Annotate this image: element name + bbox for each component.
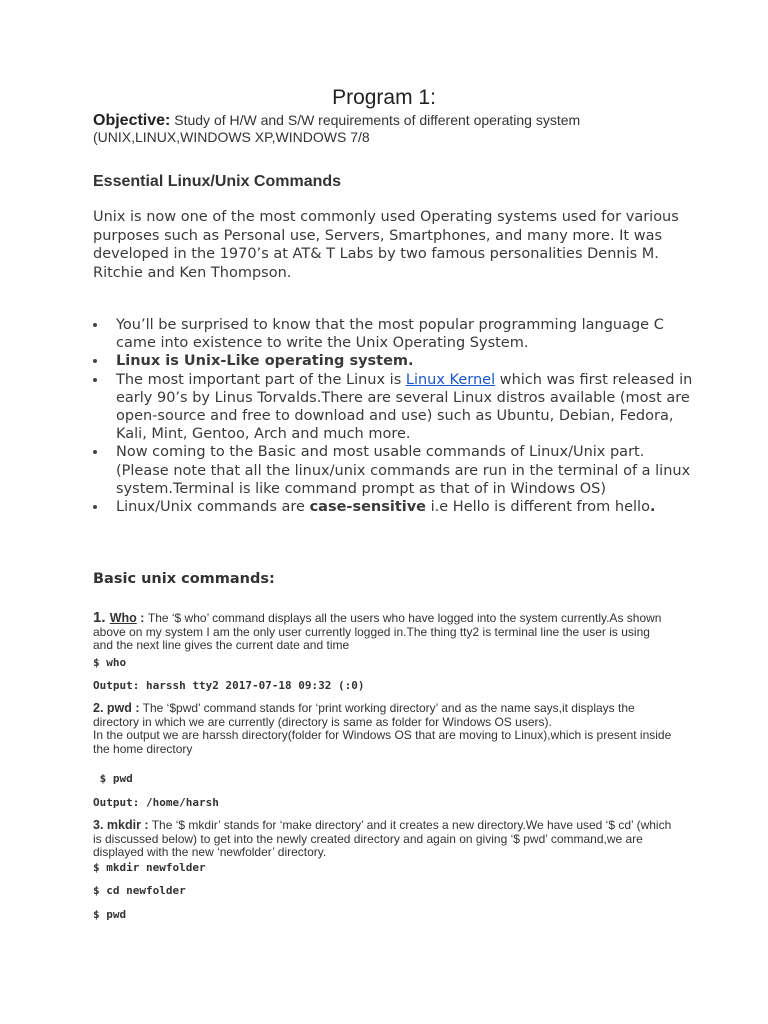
essential-commands-heading: Essential Linux/Unix Commands	[93, 173, 342, 190]
objective-paragraph	[93, 112, 693, 145]
cd-command: $ cd newfolder	[93, 884, 186, 897]
pwd-command-2: $ pwd	[93, 908, 127, 921]
pwd-text-2: In the output we are harssh directory(folder for Windows OS that are moving to Linux),which is present inside the home directory	[93, 728, 672, 756]
mkdir-description	[93, 819, 673, 860]
page-title: Program 1:	[332, 86, 436, 109]
linux-kernel-link[interactable]: Linux Kernel	[405, 371, 496, 388]
objective-text: Study of H/W and S/W requirements of different operating system (UNIX,LINUX,WINDOWS XP,WINDOWS 7/8	[93, 112, 581, 145]
list-item-text: .	[649, 499, 656, 516]
mkdir-command: $ mkdir newfolder	[93, 861, 206, 874]
list-item	[93, 371, 693, 444]
who-name: Who	[109, 611, 137, 625]
list-item-text: Now coming to the Basic and most usable commands of Linux/Unix part.(Please note that all the linux/unix commands are run in the terminal of a linux system.Terminal is like command prompt as that of in Windows OS)	[116, 444, 691, 497]
who-number: 1.	[93, 609, 110, 626]
pwd-command: $ pwd	[93, 772, 133, 785]
bullet-icon	[93, 359, 97, 363]
bullet-icon	[93, 378, 97, 382]
bullet-icon	[93, 323, 97, 327]
list-item	[93, 498, 693, 516]
basic-commands-heading: Basic unix commands:	[93, 571, 275, 587]
pwd-name: pwd :	[106, 701, 140, 715]
list-item-text: The most important part of the Linux is	[116, 371, 406, 388]
intro-paragraph: Unix is now one of the most commonly used Operating systems used for various purposes such as Personal use, Servers, Smartphones, and many more. It was developed in the 1970’s at AT& T Labs by two famous personalities Dennis M. Ritchie and Ken Thompson.	[93, 209, 679, 281]
mkdir-text: The ‘$ mkdir’ stands for ‘make directory’ and it creates a new directory.We have used ‘$ cd’ (which is discussed below) to get into the newly created directory and again on giving ‘$ pwd’ command,we are displayed with the new ‘newfolder’ directory.	[93, 818, 672, 859]
case-sensitive-emphasis: case-sensitive	[309, 499, 427, 516]
list-item-text: which was first released in early 90’s by Linus Torvalds.There are several Linux distros available (most are open-source and free to download and use) such as Ubuntu, Debian, Fedora, Kali, Mint, Gentoo, Arch and much more.	[116, 371, 693, 443]
pwd-text: The ‘$pwd’ command stands for ‘print working directory’ and as the name says,it displays the directory in which we are currently (directory is same as folder for Windows OS users).	[93, 701, 635, 729]
pwd-description	[93, 702, 673, 756]
pwd-output: Output: /home/harsh	[93, 796, 219, 809]
list-item-text: Linux is Unix-Like operating system.	[116, 353, 414, 370]
list-item-text: Linux/Unix commands are	[116, 499, 310, 516]
list-item	[93, 443, 693, 498]
bullet-list	[93, 316, 693, 516]
who-command: $ who	[93, 656, 127, 669]
objective-label: Objective:	[93, 112, 171, 129]
list-item	[93, 352, 693, 370]
who-separator: :	[136, 611, 148, 625]
pwd-number: 2.	[93, 701, 107, 715]
who-text: The ‘$ who’ command displays all the users who have logged into the system currently.As shown above on my system I am the only user currently logged in.The thing tty2 is terminal line the user is using and the next line gives the current date and time	[93, 611, 662, 652]
list-item-text: i.e Hello is different from hello	[426, 499, 650, 516]
bullet-icon	[93, 450, 97, 454]
bullet-icon	[93, 505, 97, 509]
list-item	[93, 316, 693, 352]
who-output: Output: harssh tty2 2017-07-18 09:32 (:0)	[93, 679, 365, 692]
list-item-text: You’ll be surprised to know that the most popular programming language C came into existence to write the Unix Operating System.	[116, 317, 664, 352]
mkdir-name: mkdir :	[106, 818, 149, 832]
mkdir-number: 3.	[93, 818, 107, 832]
who-description	[93, 611, 673, 653]
